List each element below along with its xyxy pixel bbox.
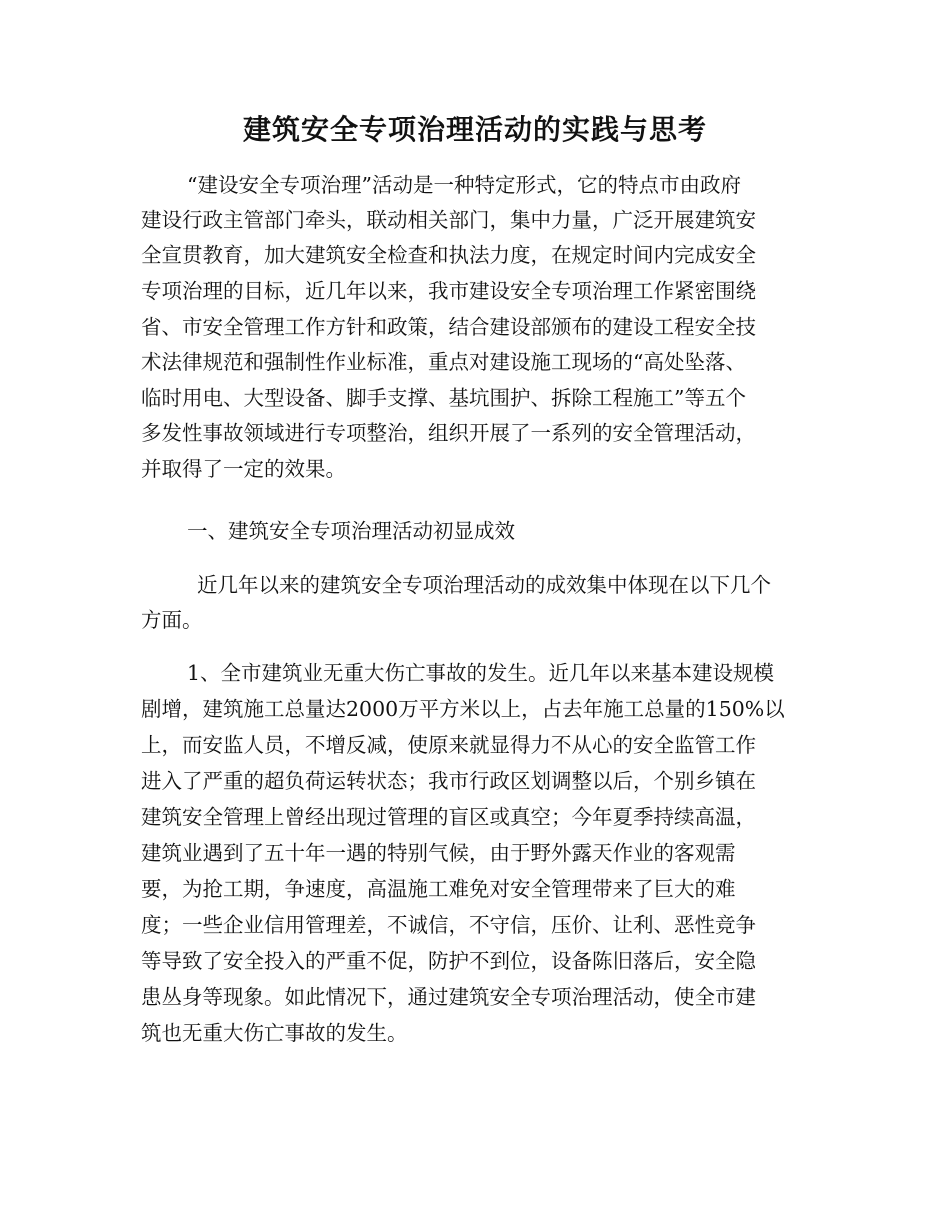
- point-line: 患丛身等现象。如此情况下，通过建筑安全专项治理活动，使全市建: [141, 985, 756, 1009]
- point-line: 度；一些企业信用管理差，不诚信，不守信，压价、让利、恶性竞争: [141, 913, 756, 937]
- document-title: 建筑安全专项治理活动的实践与思考: [242, 113, 707, 146]
- point-line: 1、全市建筑业无重大伤亡事故的发生。近几年以来基本建设规模: [187, 661, 775, 685]
- intro-line: 省、市安全管理工作方针和政策，结合建设部颁布的建设工程安全技: [141, 315, 756, 339]
- section-intro-line: 方面。: [141, 608, 203, 632]
- point-line: 上，而安监人员，不增反减，使原来就显得力不从心的安全监管工作: [141, 733, 756, 757]
- intro-line: 术法律规范和强制性作业标准，重点对建设施工现场的“高处坠落、: [141, 350, 746, 374]
- section-intro-line: 近几年以来的建筑安全专项治理活动的成效集中体现在以下几个: [197, 573, 771, 597]
- point-line: 进入了严重的超负荷运转状态；我市行政区划调整以后，个别乡镇在: [141, 769, 756, 793]
- point-line: 建筑安全管理上曾经出现过管理的盲区或真空；今年夏季持续高温，: [141, 805, 756, 829]
- intro-line: 多发性事故领域进行专项整治，组织开展了一系列的安全管理活动，: [141, 421, 756, 445]
- intro-line: 临时用电、大型设备、脚手支撑、基坑围护、拆除工程施工”等五个: [141, 386, 746, 410]
- intro-line: 并取得了一定的效果。: [141, 457, 346, 481]
- point-line: 建筑业遇到了五十年一遇的特别气候，由于野外露天作业的客观需: [141, 841, 736, 865]
- section-heading: 一、建筑安全专项治理活动初显成效: [187, 519, 515, 543]
- point-line: 等导致了安全投入的严重不促，防护不到位，设备陈旧落后，安全隐: [141, 949, 756, 973]
- intro-line: 专项治理的目标，近几年以来，我市建设安全专项治理工作紧密围绕: [141, 279, 756, 303]
- point-line: 剧增，建筑施工总量达2000万平方米以上，占去年施工总量的150%以: [141, 697, 785, 721]
- intro-line: “建设安全专项治理”活动是一种特定形式，它的特点市由政府: [187, 173, 741, 197]
- intro-line: 全宣贯教育，加大建筑安全检查和执法力度，在规定时间内完成安全: [141, 243, 756, 267]
- point-line: 要，为抢工期，争速度，高温施工难免对安全管理带来了巨大的难: [141, 877, 736, 901]
- point-line: 筑也无重大伤亡事故的发生。: [141, 1021, 408, 1045]
- intro-line: 建设行政主管部门牵头，联动相关部门，集中力量，广泛开展建筑安: [141, 208, 756, 232]
